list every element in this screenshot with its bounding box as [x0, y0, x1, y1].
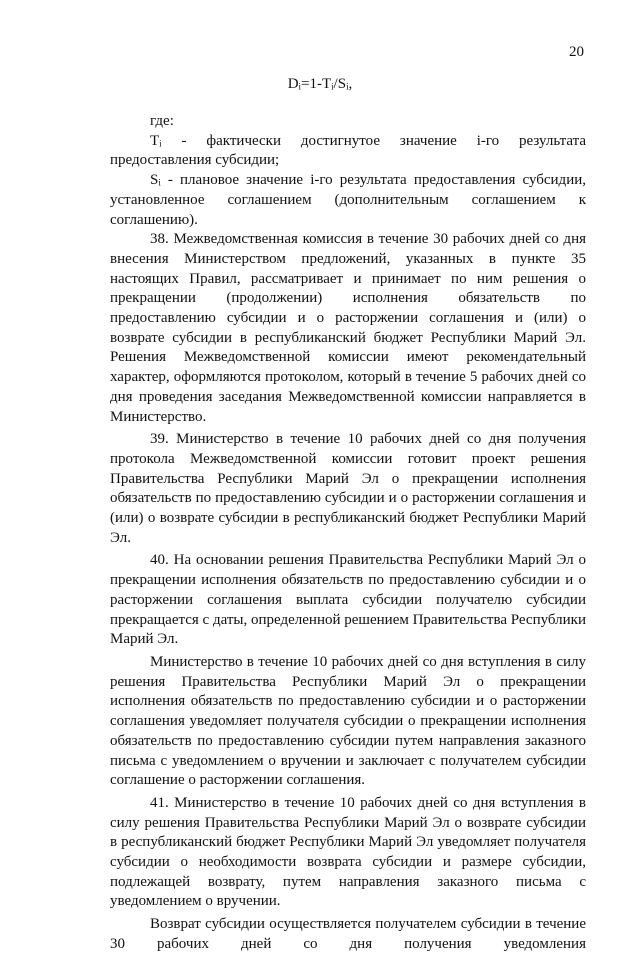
document-body	[110, 112, 586, 955]
paragraph: 40. На основании решения Правительства Республики Марий Эл о прекращении исполнения обязательств по предоставлению субсидии и о расторжении соглашения выплата субсидии получателю субсидии прекращается с даты, определенной решением Правительства Республики Марий Эл.	[110, 552, 586, 648]
paragraph: Sᵢ - плановое значение i-го результата предоставления субсидии, установленное соглашением (дополнительным соглашением к соглашению).	[110, 172, 586, 228]
page-number: 20	[569, 44, 584, 60]
formula: Dᵢ=1-Tᵢ/Sᵢ,	[287, 76, 353, 92]
paragraph: 41. Министерство в течение 10 рабочих дней со дня вступления в силу решения Правительства Республики Марий Эл о возврате субсидии в республиканский бюджет Республики Марий Эл уведомляет получателя субсидии о необходимости возврата субсидии и размере субсидии, подлежащей возврату, путем направления заказного письма с уведомлением о вручении.	[110, 794, 586, 910]
paragraph: Возврат субсидии осуществляется получателем субсидии в течение 30 рабочих дней со дня получения уведомления	[110, 916, 586, 952]
paragraph: где:	[150, 113, 174, 129]
paragraph: 38. Межведомственная комиссия в течение 30 рабочих дней со дня внесения Министерством предложений, указанных в пункте 35 настоящих Правил, рассматривает и принимает по ним решения о прекращении (продолжении) исполнения обязательств по предоставлению субсидии и о расторжении соглашения и (или) о возврате субсидии в республиканский бюджет Республики Марий Эл. Решения Межведомственной комиссии имеют рекомендательный характер, оформляются протоколом, который в течение 5 рабочих дней со дня проведения заседания Межведомственной комиссии направляется в Министерство.	[110, 231, 586, 425]
paragraph: 39. Министерство в течение 10 рабочих дней со дня получения протокола Межведомственной комиссии готовит проект решения Правительства Республики Марий Эл о прекращении исполнения обязательств по предоставлению субсидии и о расторжении соглашения и (или) о возврате субсидии в республиканский бюджет Республики Марий Эл.	[110, 431, 586, 546]
paragraph: Министерство в течение 10 рабочих дней со дня вступления в силу решения Правительства Республики Марий Эл о прекращении исполнения обязательств по предоставлению субсидии и о расторжении соглашения уведомляет получателя субсидии о прекращении исполнения обязательств по предоставлению субсидии путем направления заказного письма с уведомлением о вручении и заключает с получателем субсидии соглашение о расторжении соглашения.	[110, 653, 586, 789]
paragraph: Tᵢ - фактически достигнутое значение i-го результата предоставления субсидии;	[110, 132, 586, 169]
